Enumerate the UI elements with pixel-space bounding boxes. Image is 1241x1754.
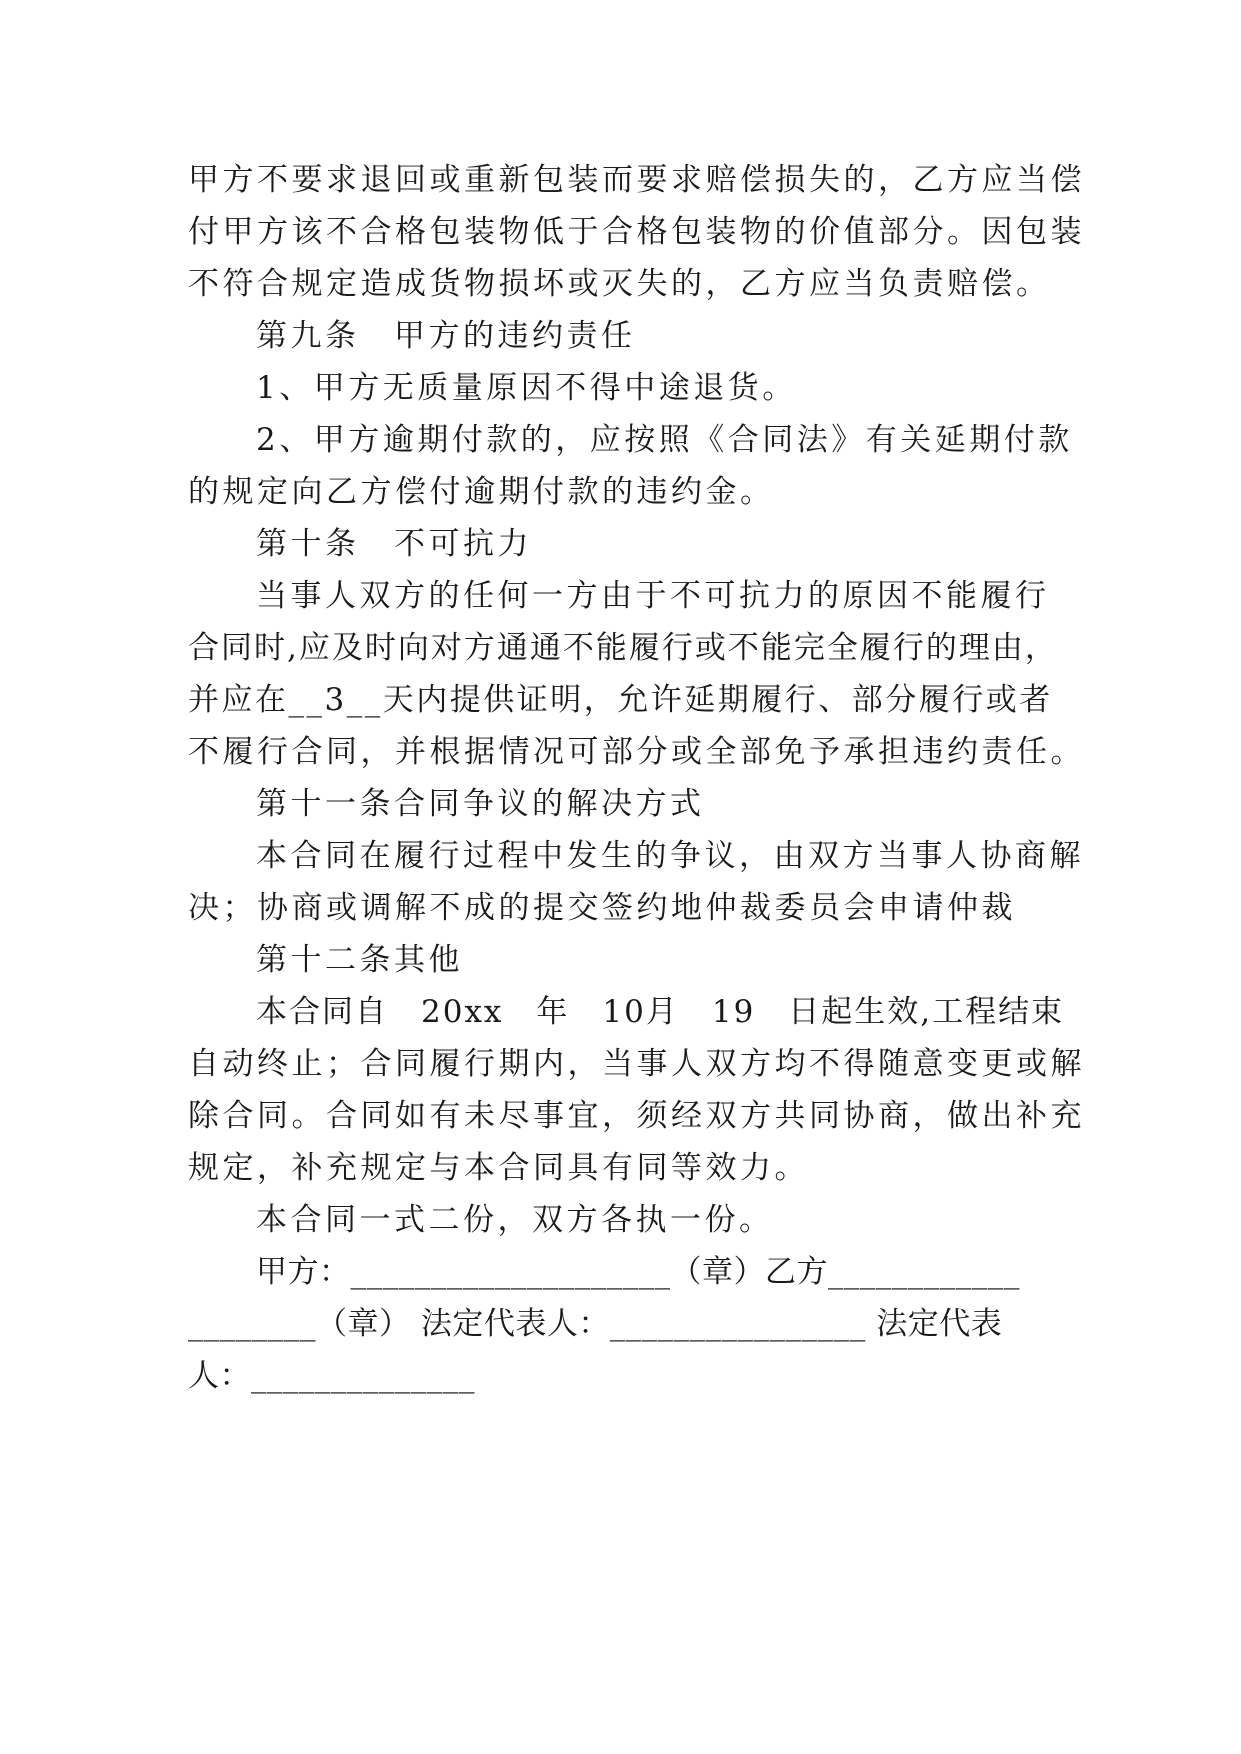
- article-12-heading: 第十二条其他: [256, 942, 463, 978]
- paragraph-line: 1、甲方无质量原因不得中途退货。: [256, 370, 797, 406]
- paragraph-line: 2、甲方逾期付款的，应按照《合同法》有关延期付款: [256, 422, 1073, 458]
- paragraph-line: 合同时,应及时向对方通通不能履行或不能完全履行的理由，: [188, 630, 1058, 666]
- paragraph-line: 不履行合同，并根据情况可部分或全部免予承担违约责任。: [188, 734, 1085, 770]
- paragraph-line: 除合同。合同如有未尽事宜，须经双方共同协商，做出补充: [188, 1098, 1085, 1134]
- paragraph-line: 当事人双方的任何一方由于不可抗力的原因不能履行: [256, 578, 1050, 614]
- paragraph-line: 付甲方该不合格包装物低于合格包装物的价值部分。因包装: [188, 214, 1085, 250]
- signature-party-a: 甲方：____________________（章）乙方____________: [256, 1254, 1020, 1290]
- paragraph-line: 并应在__3__天内提供证明，允许延期履行、部分履行或者: [188, 682, 1053, 718]
- paragraph-line: 规定，补充规定与本合同具有同等效力。: [188, 1150, 809, 1186]
- effective-date-line: 本合同自 20xx 年 10月 19 日起生效,工程结束: [256, 994, 1065, 1030]
- paragraph-line: 决；协商或调解不成的提交签约地仲裁委员会申请仲裁: [188, 890, 1016, 926]
- article-9-heading: 第九条 甲方的违约责任: [256, 318, 636, 354]
- paragraph-line: 的规定向乙方偿付逾期付款的违约金。: [188, 474, 775, 510]
- article-11-heading: 第十一条合同争议的解决方式: [256, 786, 705, 822]
- paragraph-line: 甲方不要求退回或重新包装而要求赔偿损失的，乙方应当偿: [188, 162, 1085, 198]
- paragraph-line: 自动终止；合同履行期内，当事人双方均不得随意变更或解: [188, 1046, 1085, 1082]
- signature-representative-b: 人：______________: [188, 1358, 475, 1394]
- paragraph-line: 本合同一式二份，双方各执一份。: [256, 1202, 774, 1238]
- paragraph-line: 本合同在履行过程中发生的争议，由双方当事人协商解: [256, 838, 1084, 874]
- article-10-heading: 第十条 不可抗力: [256, 526, 532, 562]
- signature-representative: ________（章） 法定代表人：________________ 法定代表: [188, 1306, 1003, 1342]
- paragraph-line: 不符合规定造成货物损坏或灭失的，乙方应当负责赔偿。: [188, 266, 1051, 302]
